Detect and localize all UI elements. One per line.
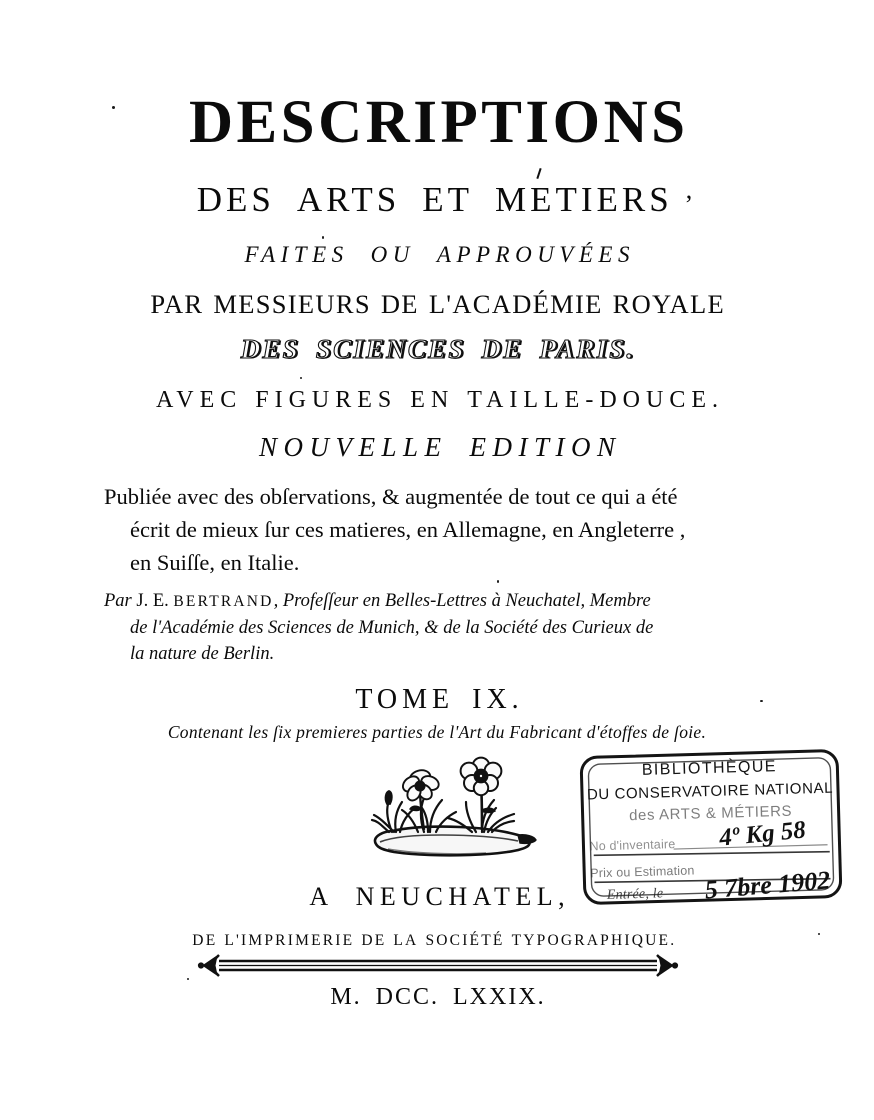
page-title: DESCRIPTIONS — [188, 89, 689, 156]
stamp-field-entry-label: Entrée, le — [606, 886, 664, 903]
academie-word-3: DE — [380, 289, 419, 319]
subtitle-word-des: DES — [196, 180, 275, 219]
volume-designation — [0, 686, 874, 714]
printer-word-1: DE — [192, 932, 218, 949]
title-line-nouvelle-edition — [0, 434, 874, 461]
paper-speck — [187, 978, 189, 980]
paper-speck — [322, 236, 324, 239]
figures-word-3: EN — [410, 387, 455, 413]
author-initials: J. E. — [136, 591, 169, 611]
sciences-word-3: DE — [481, 334, 524, 364]
floral-vignette-icon — [358, 752, 548, 864]
paper-speck — [300, 377, 302, 379]
author-surname: BERTRAND — [173, 593, 274, 610]
subtitle-comma: , — [685, 175, 693, 204]
figures-word-1: AVEC — [156, 387, 243, 413]
faites-word-2: OU — [370, 242, 415, 267]
sciences-word-1: DES — [240, 334, 300, 364]
imprint-date — [0, 985, 874, 1009]
nouvelle-word-2: EDITION — [469, 432, 622, 462]
imprint-printer — [0, 930, 874, 950]
author-note-line-1 — [104, 588, 810, 615]
stamp-field-inventory-label: No d'inventaire — [589, 837, 676, 854]
date-part-1: M. — [330, 984, 362, 1010]
author-line-1-rest: , Profeſſeur en Belles-Lettres à Neuchatel, Membre — [273, 591, 651, 611]
date-part-2: DCC. — [375, 984, 440, 1010]
nouvelle-word-1: NOUVELLE — [258, 432, 448, 462]
faites-word-1: FAITES — [244, 242, 349, 267]
subtitle-word-metiers: METIERS — [495, 180, 673, 219]
faites-word-3: APPROUVÉES — [436, 242, 635, 267]
figures-word-4: TAILLE-DOUCE. — [467, 387, 724, 413]
title-subtitle — [0, 175, 874, 219]
printer-word-6: TYPOGRAPHIQUE. — [511, 932, 677, 949]
title-line-figures — [0, 388, 874, 412]
stamp-handwritten-inventory: 4º Kg 58 — [718, 816, 807, 852]
publication-note — [104, 480, 804, 579]
stamp-line-bibliotheque: BIBLIOTHÈQUE — [641, 758, 778, 779]
volume-contents-line: Contenant les ſix premieres parties de l'Art du Fabricant d'étoffes de ſoie. — [167, 722, 707, 742]
title-line-sciences-paris — [0, 336, 874, 363]
sciences-word-2: SCIENCES — [315, 334, 466, 364]
printer-word-3: DE — [361, 932, 387, 949]
author-note-line-2: de l'Académie des Sciences de Munich, & de la Société des Curieux de — [130, 618, 654, 638]
title-line-academie — [0, 291, 874, 318]
academie-word-1: PAR — [150, 289, 204, 319]
imprint-city-word-2: NEUCHATEL, — [355, 882, 571, 911]
paper-speck — [497, 580, 499, 583]
printer-word-2: L'IMPRIMERIE — [224, 932, 355, 949]
academie-word-2: MESSIEURS — [213, 289, 371, 319]
publication-note-line-1: Publiée avec des obſervations, & augmentée de tout ce qui a été — [104, 484, 678, 509]
ornamental-rule — [195, 952, 680, 978]
sciences-word-4: PARIS. — [539, 334, 636, 364]
author-note-line-3: la nature de Berlin. — [130, 644, 275, 664]
tome-number: IX. — [472, 684, 524, 715]
academie-word-5: ROYALE — [612, 289, 725, 319]
imprint-city-word-1: A — [309, 882, 334, 911]
stamp-handwritten-entry-date: 5 7bre 1902 — [703, 865, 832, 905]
subtitle-word-arts: ARTS — [296, 180, 401, 219]
publication-note-line-2: écrit de mieux ſur ces matieres, en Allemagne, en Angleterre , — [130, 517, 686, 542]
stamp-field-price-label: Prix ou Estimation — [590, 863, 695, 881]
stamp-line-arts-metiers: des ARTS & MÉTIERS — [628, 802, 793, 825]
author-note — [104, 588, 810, 667]
printer-word-5: SOCIÉTÉ — [425, 932, 505, 949]
printer-word-4: LA — [393, 932, 419, 949]
figures-word-2: FIGURES — [255, 387, 398, 413]
stamp-line-conservatoire: DU CONSERVATOIRE NATIONAL — [586, 779, 834, 804]
subtitle-word-et: ET — [422, 180, 474, 219]
academie-word-4: L'ACADÉMIE — [428, 289, 603, 319]
paper-speck — [112, 106, 115, 109]
publication-note-line-3: en Suiſſe, en Italie. — [130, 550, 300, 575]
paper-speck — [818, 933, 820, 935]
paper-speck — [760, 700, 763, 702]
tome-label: TOME — [355, 684, 455, 715]
imprint-city — [0, 884, 874, 910]
author-prefix: Par — [104, 591, 132, 611]
date-part-3: LXXIX. — [453, 984, 546, 1010]
title-line-faites — [0, 243, 874, 266]
